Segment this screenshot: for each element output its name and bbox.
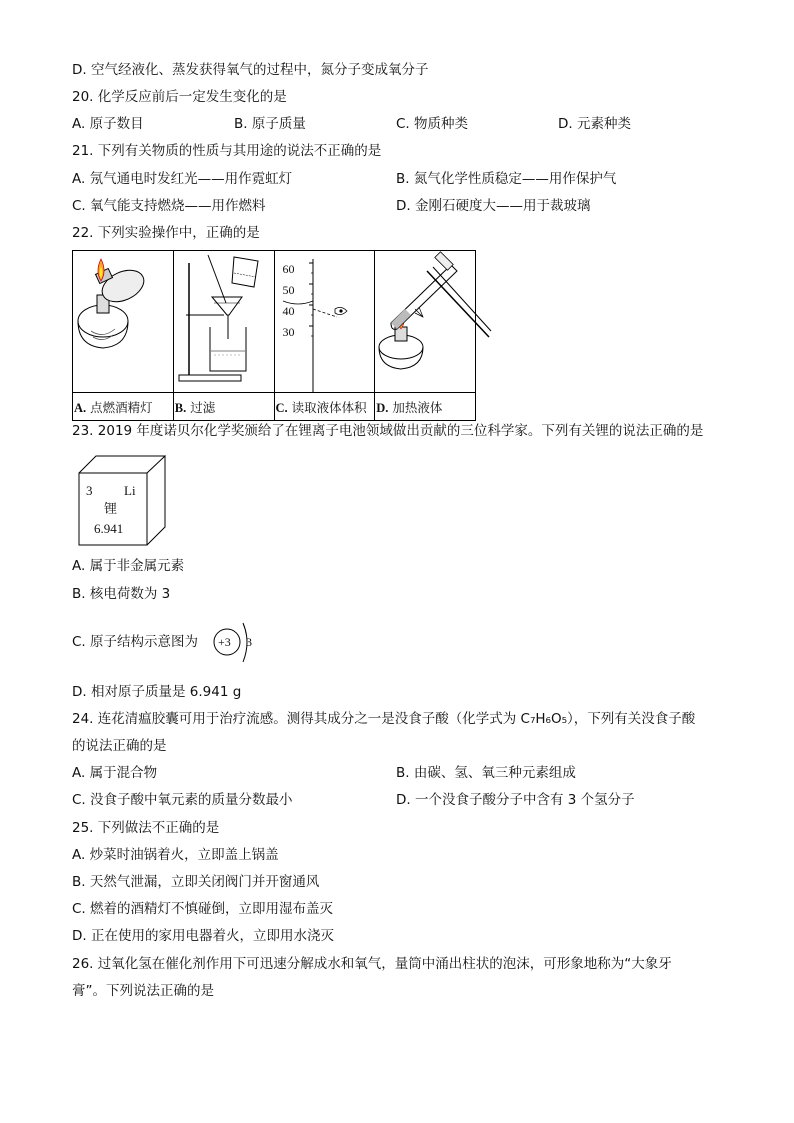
tick-50: 50: [282, 283, 295, 297]
atomic-structure-diagram: [210, 622, 260, 668]
caption-d: D. 加热液体: [375, 393, 476, 421]
q21-stem: 21. 下列有关物质的性质与其用途的说法不正确的是: [72, 143, 382, 159]
caption-c: C. 读取液体体积: [274, 393, 375, 421]
q25-option-c: C. 燃着的酒精灯不慎碰倒，立即用湿布盖灭: [72, 901, 334, 917]
alcohol-lamp-lighting-icon: [73, 251, 162, 392]
q24-stem: 24. 连花清瘟胶囊可用于治疗流感。测得其成分之一是没食子酸（化学式为 C₇H₆O₅），下列有关没食子酸: [72, 711, 696, 727]
q24-option-c: C. 没食子酸中氧元素的质量分数最小: [72, 792, 293, 808]
q23-option-a: A. 属于非金属元素: [72, 558, 185, 574]
reading-volume-figure: [274, 251, 375, 393]
q20-option-d: D. 元素种类: [558, 116, 631, 132]
q24-option-b: B. 由碳、氢、氧三种元素组成: [396, 765, 576, 781]
tick-40: 40: [282, 304, 295, 318]
q20-stem: 20. 化学反应前后一定发生变化的是: [72, 89, 287, 105]
q25-option-b: B. 天然气泄漏，立即关闭阀门并开窗通风: [72, 874, 320, 890]
q21-option-d: D. 金刚石硬度大——用于裁玻璃: [396, 198, 591, 214]
element-name: 锂: [104, 502, 118, 517]
q21-option-c: C. 氧气能支持燃烧——用作燃料: [72, 198, 266, 214]
atomic-number: 3: [86, 483, 93, 498]
caption-a: A. 点燃酒精灯: [73, 393, 174, 421]
q20-option-c: C. 物质种类: [396, 116, 469, 132]
q25-stem: 25. 下列做法不正确的是: [72, 820, 220, 836]
lighting-alcohol-lamp-figure: [73, 251, 174, 393]
filtration-figure: [173, 251, 274, 393]
q25-option-d: D. 正在使用的家用电器着火，立即用水浇灭: [72, 928, 334, 944]
q24-option-a: A. 属于混合物: [72, 765, 158, 781]
q20-option-a: A. 原子数目: [72, 116, 144, 132]
q21-option-b: B. 氮气化学性质稳定——用作保护气: [396, 171, 617, 187]
lithium-element-cube: [78, 455, 168, 551]
q22-stem: 22. 下列实验操作中，正确的是: [72, 225, 260, 241]
q24-option-d: D. 一个没食子酸分子中含有 3 个氢分子: [396, 792, 635, 808]
heating-test-tube-icon: [375, 251, 495, 392]
q23-option-d: D. 相对原子质量是 6.941 g: [72, 684, 242, 700]
q20-option-b: B. 原子质量: [234, 116, 306, 132]
q19-option-d: D. 空气经液化、蒸发获得氧气的过程中，氮分子变成氧分子: [72, 62, 429, 78]
tick-30: 30: [282, 325, 295, 339]
q22-experiment-table: [72, 250, 476, 421]
heating-liquid-figure: [375, 251, 476, 393]
shell-electrons: 3: [246, 635, 252, 649]
q25-option-a: A. 炒菜时油锅着火，立即盖上锅盖: [72, 847, 279, 863]
filtration-setup-icon: [174, 251, 264, 392]
nucleus-charge: +3: [218, 635, 231, 649]
atomic-mass: 6.941: [94, 521, 124, 536]
q23-stem: 23. 2019 年度诺贝尔化学奖颁给了在锂离子电池领域做出贡献的三位科学家。下列有关锂的说法正确的是: [72, 423, 704, 439]
q21-option-a: A. 氖气通电时发红光——用作霓虹灯: [72, 171, 293, 187]
caption-b: B. 过滤: [173, 393, 274, 421]
q23-option-c: C. 原子结构示意图为: [72, 634, 199, 650]
q24-stem-cont: 的说法正确的是: [72, 738, 167, 754]
q23-option-b: B. 核电荷数为 3: [72, 586, 171, 602]
q26-stem: 26. 过氧化氢在催化剂作用下可迅速分解成水和氧气，量筒中涌出柱状的泡沫，可形象地称为“大象牙: [72, 956, 672, 972]
element-symbol: Li: [124, 483, 136, 498]
tick-60: 60: [282, 262, 295, 276]
q26-stem-cont: 膏”。下列说法正确的是: [72, 983, 214, 999]
